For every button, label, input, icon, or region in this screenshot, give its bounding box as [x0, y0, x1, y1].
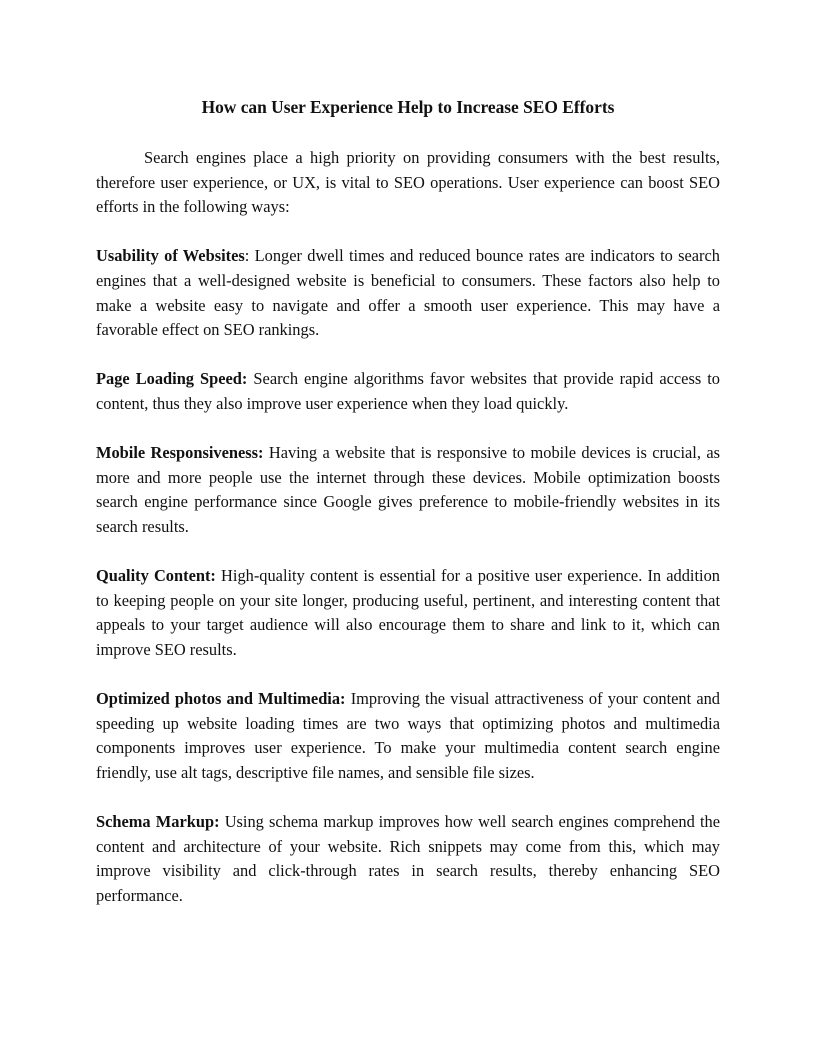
section-optimized-photos — [96, 687, 720, 785]
section-heading: Optimized photos and Multimedia: — [96, 689, 346, 709]
section-heading: Usability of Websites — [96, 246, 245, 266]
section-heading: Quality Content: — [96, 566, 216, 586]
section-body: Improving the visual attractiveness of your content and speeding up website loading times are two ways that optimizing photos and multimedia components improves user experience. To make your multimedia content search engine friendly, use alt tags, descriptive file names, and sensible file sizes. — [96, 689, 720, 782]
section-mobile-responsiveness — [96, 441, 720, 539]
document-body — [96, 95, 720, 933]
section-body: Search engine algorithms favor websites that provide rapid access to content, thus they also improve user experience when they load quickly. — [96, 369, 720, 413]
section-body: Using schema markup improves how well search engines comprehend the content and architecture of your website. Rich snippets may come from this, which may improve visibility and click-through rates in search results, thereby enhancing SEO performance. — [96, 812, 720, 905]
document-title: How can User Experience Help to Increase SEO Efforts — [201, 97, 615, 117]
section-body: Having a website that is responsive to mobile devices is crucial, as more and more people use the internet through these devices. Mobile optimization boosts search engine performance since Google gives preference to mobile-friendly websites in its search results. — [96, 443, 720, 536]
section-heading: Schema Markup: — [96, 812, 220, 832]
section-quality-content — [96, 564, 720, 662]
section-schema-markup — [96, 810, 720, 908]
section-heading: Page Loading Speed: — [96, 369, 248, 389]
section-heading: Mobile Responsiveness: — [96, 443, 264, 463]
section-separator: : — [244, 246, 255, 266]
section-body: High-quality content is essential for a positive user experience. In addition to keeping people on your site longer, producing useful, pertinent, and interesting content that appeals to your target audience will also encourage them to share and link to it, which can improve SEO results. — [96, 566, 720, 659]
intro-paragraph: Search engines place a high priority on providing consumers with the best results, therefore user experience, or UX, is vital to SEO operations. User experience can boost SEO efforts in the following ways: — [96, 148, 720, 217]
section-usability — [96, 244, 720, 342]
section-body: Longer dwell times and reduced bounce rates are indicators to search engines that a well-designed website is beneficial to consumers. These factors also help to make a website easy to navigate and offer a smooth user experience. This may have a favorable effect on SEO rankings. — [96, 246, 720, 340]
section-page-loading-speed — [96, 367, 720, 416]
